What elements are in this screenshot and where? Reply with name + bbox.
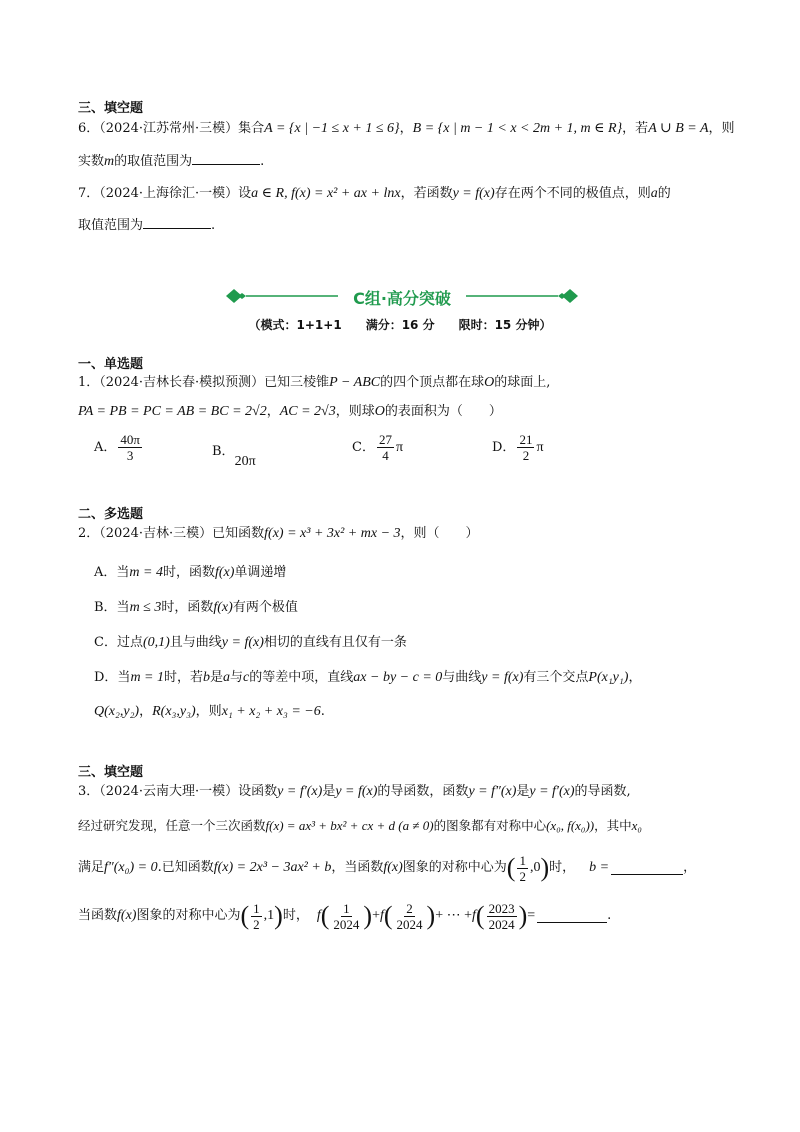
question-source: （2024·云南大理·一模）: [99, 784, 239, 799]
question-3-line-3: [78, 848, 696, 888]
fraction-den: 2024: [488, 916, 515, 932]
question-1-line-1: [78, 373, 550, 393]
paren-close: ): [274, 901, 283, 930]
math-expr: R(x₃,y₃): [152, 704, 196, 719]
fraction-num: 2: [406, 900, 413, 916]
banner-subtitle: （模式：1+1+1 满分：16 分 限时：15 分钟）: [248, 318, 552, 332]
question-text: 图象的对称中心为: [136, 908, 241, 923]
punct: ，: [628, 670, 642, 685]
math-expr: PA = PB = PC = AB = BC = 2√2: [78, 404, 267, 419]
math-expr: (x₀, f(x₀)): [546, 818, 595, 833]
math-var: O: [374, 404, 385, 419]
math-expr: f(x): [213, 600, 233, 615]
fraction-den: 2024: [396, 916, 423, 932]
question-text: ，: [399, 121, 413, 136]
math-var: m: [104, 154, 115, 169]
question-text: 时，: [282, 908, 309, 923]
math-expr: x₁ + x₂ + x₃ = −6: [221, 704, 321, 719]
question-text: ，则: [708, 121, 735, 136]
question-text: ，其中: [594, 818, 632, 833]
question-text: ，若函数: [400, 186, 453, 201]
question-3-line-1: [78, 782, 631, 802]
fraction-num: 1: [519, 852, 526, 868]
fraction: [377, 432, 394, 463]
question-text: 集合: [238, 121, 265, 136]
paren-open: (: [240, 901, 250, 930]
option-c[interactable]: [352, 432, 403, 463]
question-number: 1．: [78, 375, 100, 390]
question-2-line-1: [78, 524, 479, 544]
paren-close: ): [363, 901, 373, 930]
option-label: A．当: [94, 565, 130, 580]
option-d[interactable]: [492, 432, 544, 463]
question-text: 经过研究发现，任意一个三次函数: [78, 818, 266, 833]
option-label: B．当: [94, 600, 130, 615]
question-text: 且与曲线: [169, 635, 222, 650]
union-condition: A ∪ B = A: [648, 121, 709, 136]
pi-symbol: π: [536, 440, 544, 455]
question-3-line-2: [78, 816, 642, 836]
question-number: 7．: [78, 186, 100, 201]
fraction-num: 21: [519, 432, 533, 447]
question-text: 的图象都有对称中心: [433, 818, 547, 833]
option-2b[interactable]: [94, 598, 298, 618]
math-expr: b =: [589, 860, 610, 875]
fraction: [517, 853, 528, 884]
question-source: （2024·上海徐汇·一模）: [99, 186, 239, 201]
punct: ，: [683, 860, 697, 875]
math-expr: f(x): [214, 565, 235, 580]
question-number: 2．: [78, 526, 100, 541]
math-expr: ,1: [263, 908, 275, 923]
math-expr: Q(x₂,y₂): [94, 704, 140, 719]
question-text: ，则: [195, 704, 222, 719]
math-expr: f(x): [117, 908, 137, 923]
question-text: 与: [230, 670, 244, 685]
question-1-line-2: [78, 402, 502, 422]
question-text: 是: [210, 670, 224, 685]
question-text: 已知三棱锥: [264, 375, 330, 390]
question-text: 的导函数，函数: [377, 784, 469, 799]
option-label: D．: [492, 440, 516, 455]
fraction: [118, 432, 142, 463]
question-text: 相切的直线有且仅有一条: [263, 635, 407, 650]
question-text: 时，: [549, 860, 576, 875]
paren-close: ): [518, 901, 528, 930]
question-text: 时，若: [164, 670, 204, 685]
question-text: 有三个交点: [523, 670, 589, 685]
paren-open: (: [320, 901, 330, 930]
question-number: 6．: [78, 121, 100, 136]
option-label: B．: [212, 444, 235, 459]
option-2a[interactable]: [94, 563, 286, 583]
question-text: 当函数: [78, 908, 118, 923]
math-expr: y = f(x): [335, 784, 378, 799]
math-expr: y = f″(x): [468, 784, 517, 799]
answer-blank[interactable]: [192, 152, 260, 165]
fraction-den: 2024: [333, 916, 360, 932]
fraction-num: 1: [343, 900, 350, 916]
section-heading-fill-blank-2: 三、填空题: [78, 765, 144, 780]
question-text: 与曲线: [442, 670, 482, 685]
question-text: 存在两个不同的极值点，则: [494, 186, 651, 201]
question-text: 的表面积为（ ）: [384, 404, 502, 419]
question-3-line-4: [78, 896, 611, 936]
question-text: 的导函数,: [574, 784, 631, 799]
punct: .: [607, 908, 612, 923]
set-a-expression: A = {x | −1 ≤ x + 1 ≤ 6}: [264, 121, 400, 136]
math-expr: m = 1: [130, 670, 164, 685]
math-expr: AC = 2√3: [279, 404, 336, 419]
paren-open: (: [475, 901, 485, 930]
banner-title: C组·高分突破: [353, 289, 451, 308]
math-expr: y = f(x): [481, 670, 524, 685]
option-b[interactable]: [212, 440, 256, 469]
option-2d-line-2: [94, 702, 325, 722]
section-heading-fill-blank-1: 三、填空题: [78, 101, 144, 116]
question-text: 取值范围为: [78, 218, 144, 233]
fraction-den: 2: [522, 448, 530, 463]
math-expr: y = f(x): [452, 186, 495, 201]
math-expr: m ≤ 3: [129, 600, 162, 615]
fraction-den: 4: [382, 448, 389, 463]
fraction-den: 2: [253, 916, 260, 932]
option-2d-line-1[interactable]: [94, 668, 641, 688]
fraction-den: 3: [126, 448, 134, 463]
question-number: 3．: [78, 784, 100, 799]
option-a[interactable]: [94, 432, 144, 463]
function-definition: f(x) = x³ + 3x² + mx − 3: [264, 526, 401, 541]
question-text: 的取值范围为: [114, 154, 193, 169]
math-var: a: [223, 670, 231, 685]
question-text: 实数: [78, 154, 105, 169]
fraction-den: 2: [519, 868, 526, 884]
paren-open: (: [506, 853, 516, 882]
math-expr: (0,1): [142, 635, 170, 650]
question-text: ，若: [622, 121, 649, 136]
question-text: 单调递增: [234, 565, 287, 580]
question-6-line-2: [78, 152, 264, 172]
option-label: D．当: [94, 670, 131, 685]
punct: .: [260, 154, 265, 169]
option-2c[interactable]: [94, 633, 407, 653]
math-expr: y = f(x): [221, 635, 264, 650]
math-expr: f(x): [383, 860, 403, 875]
question-text: 的四个顶点都在球: [380, 375, 485, 390]
fraction-num: 27: [378, 432, 392, 447]
question-text: 的等差中项，直线: [249, 670, 354, 685]
question-text: 的: [657, 186, 671, 201]
question-text: 时，函数: [162, 565, 215, 580]
math-var: f: [316, 908, 321, 923]
punct: ，: [139, 704, 153, 719]
question-text: 是: [516, 784, 530, 799]
option-value: 20π: [234, 454, 256, 469]
fraction: [517, 432, 534, 463]
math-var: b: [203, 670, 211, 685]
question-text: 设: [238, 186, 252, 201]
fraction: [487, 901, 517, 932]
set-b-expression: B = {x | m − 1 < x < 2m + 1, m ∈ R}: [412, 121, 623, 136]
punct: ，: [266, 404, 280, 419]
math-expr: y = f′(x): [277, 784, 323, 799]
question-source: （2024·吉林长春·模拟预测）: [99, 375, 265, 390]
pi-symbol: π: [395, 440, 404, 455]
group-c-banner: [222, 284, 582, 308]
math-expr: f(x) = 2x³ − 3ax² + b: [213, 860, 332, 875]
answer-blank[interactable]: [143, 216, 211, 229]
section-heading-single-choice: 一、单选题: [78, 357, 144, 372]
answer-blank-b[interactable]: [611, 862, 683, 875]
question-6-line-1: [78, 119, 735, 139]
fraction-num: 40π: [120, 432, 140, 447]
math-var: c: [243, 670, 250, 685]
question-7-line-1: [78, 184, 671, 204]
option-label: C．: [352, 440, 375, 455]
question-text: 时，函数: [161, 600, 214, 615]
question-source: （2024·江苏常州·三模）: [99, 121, 239, 136]
answer-blank-sum[interactable]: [537, 910, 607, 923]
paren-close: ): [426, 901, 436, 930]
math-expr: f″(x₀) = 0: [104, 860, 158, 875]
question-text: 的球面上,: [494, 375, 551, 390]
punct: .: [211, 218, 216, 233]
fraction-num: 1: [253, 900, 260, 916]
punct: .: [320, 704, 325, 719]
math-var: x₀: [631, 818, 642, 833]
option-label: C．过点: [94, 635, 143, 650]
question-text: ，则球: [335, 404, 375, 419]
question-text: .已知函数: [157, 860, 214, 875]
section-heading-multiple-choice: 二、多选题: [78, 507, 144, 522]
question-7-line-2: [78, 216, 215, 236]
question-text: 满足: [78, 860, 105, 875]
paren-open: (: [383, 901, 393, 930]
math-var: f: [379, 908, 384, 923]
question-source: （2024·吉林·三模）: [99, 526, 213, 541]
math-expr: m = 4: [129, 565, 163, 580]
fraction: [251, 901, 262, 932]
option-label: A．: [94, 440, 117, 455]
math-expr: P − ABC: [329, 375, 381, 390]
question-text: 是: [322, 784, 336, 799]
math-expr: y = f′(x): [529, 784, 575, 799]
math-op: + ⋯ +: [435, 908, 472, 923]
math-var: f: [472, 908, 476, 923]
question-text: ，当函数: [331, 860, 384, 875]
fraction: [395, 901, 425, 932]
math-expr: ax − by − c = 0: [353, 670, 443, 685]
question-text: 有两个极值: [232, 600, 298, 615]
math-op: +: [372, 908, 380, 923]
math-var: a: [650, 186, 658, 201]
fraction: [331, 901, 361, 932]
question-text: 图象的对称中心为: [402, 860, 507, 875]
question-text: 已知函数: [212, 526, 265, 541]
function-definition: a ∈ R, f(x) = x² + ax + lnx: [251, 186, 401, 201]
paren-close: ): [540, 853, 550, 882]
math-expr: ,0: [529, 860, 541, 875]
math-expr: P(x₁y₁): [588, 670, 629, 685]
math-var: O: [484, 375, 495, 390]
math-expr: f(x) = ax³ + bx² + cx + d (a ≠ 0): [265, 818, 434, 833]
fraction-num: 2023: [488, 900, 515, 916]
question-text: 设函数: [238, 784, 278, 799]
math-op: =: [527, 908, 536, 923]
question-text: ，则（ ）: [400, 526, 479, 541]
